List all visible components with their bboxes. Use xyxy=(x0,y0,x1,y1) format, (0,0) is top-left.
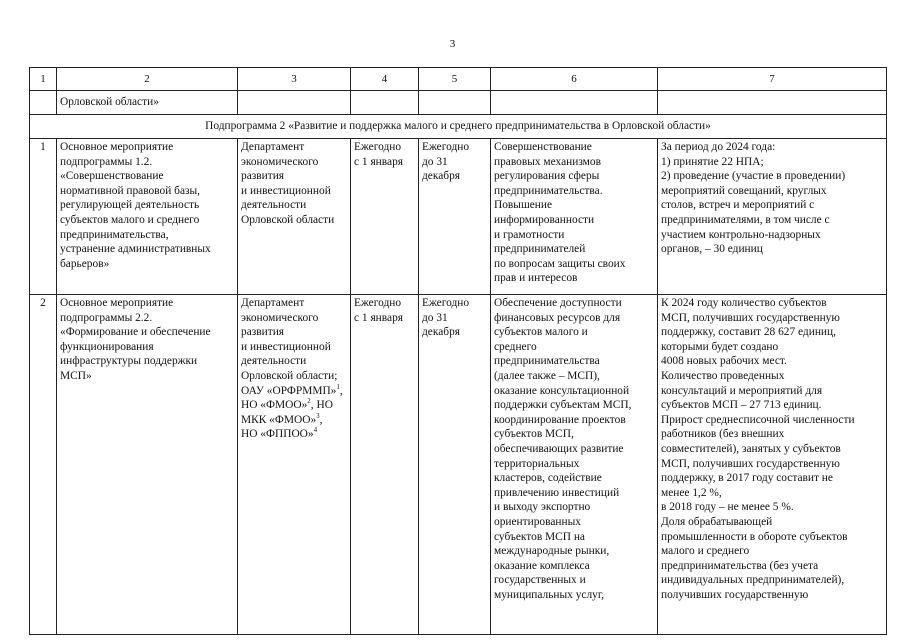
cell-start: Ежегодно с 1 января xyxy=(351,295,419,635)
header-row xyxy=(30,68,887,91)
cell-measure: Основное мероприятие подпрограммы 2.2. «Формирование и обеспечение функционирования инфраструктуры поддержки МСП» xyxy=(57,295,238,635)
continuation-text: Орловской области» xyxy=(57,91,238,115)
cell-start: Ежегодно с 1 января xyxy=(351,139,419,295)
subprogram-title: Подпрограмма 2 «Развитие и поддержка малого и среднего предпринимательства в Орловской области» xyxy=(30,115,887,139)
header-cell: 2 xyxy=(57,68,238,91)
org-line: НО «ФМОО»$^2$, НО xyxy=(241,397,333,412)
cell-executor: Департамент экономического развития и инвестиционной деятельности Орловской области xyxy=(238,139,351,295)
cell-measure: Основное мероприятие подпрограммы 1.2. «Совершенствование нормативной правовой базы, регулирующей деятельность субъектов малого и среднего предпринимательства, устранение административных барьеров» xyxy=(57,139,238,295)
page-number: 3 xyxy=(449,38,456,50)
header-cell: 7 xyxy=(658,68,887,91)
header-cell: 5 xyxy=(419,68,491,91)
cell-end: Ежегодно до 31 декабря xyxy=(419,139,491,295)
org-line: МКК «ФМОО»$^3$, xyxy=(241,411,323,426)
cell-result: Совершенствование правовых механизмов регулирования сферы предпринимательства. Повышение информированности и грамотности предпринимателей по вопросам защиты своих прав и интересов xyxy=(491,139,658,295)
cell-executor: Департамент экономического развития и инвестиционной деятельности Орловской области; ОАУ «ОРФРММП»$^1$, НО «ФМОО»$^2$, НО МКК «ФМОО»$^3$, НО «ФППОО»$^4$ xyxy=(238,295,351,635)
table-row xyxy=(30,139,887,295)
continuation-row xyxy=(30,91,887,115)
cell-end: Ежегодно до 31 декабря xyxy=(419,295,491,635)
row-number: 2 xyxy=(30,295,57,635)
subprogram-row xyxy=(30,115,887,139)
cell-indicators: К 2024 году количество субъектов МСП, получивших государственную поддержку, составит 28 627 единиц, которыми будет создано 4008 новых рабочих мест. Количество проведенных консультаций и мероприятий для субъектов МСП – 27 713 единиц. Прирост среднесписочной численности работников (без внешних совместителей), занятых у субъектов МСП, получивших государственную поддержку, в 2017 году составит не менее 1,2 %, в 2018 году – не менее 5 %. Доля обрабатывающей промышленности в обороте субъектов малого и среднего предпринимательства (без учета индивидуальных предпринимателей), получивших государственную xyxy=(658,295,887,635)
table-row xyxy=(30,295,887,635)
header-cell: 1 xyxy=(30,68,57,91)
org-line: ОАУ «ОРФРММП»$^1$, xyxy=(241,382,343,397)
cell-indicators: За период до 2024 года: 1) принятие 22 НПА; 2) проведение (участие в проведении) мероприятий совещаний, круглых столов, встреч и мероприятий с предпринимателями, в том числе с участием контрольно-надзорных органов, – 30 единиц xyxy=(658,139,887,295)
header-cell: 3 xyxy=(238,68,351,91)
cell-result: Обеспечение доступности финансовых ресурсов для субъектов малого и среднего предпринимательства (далее также – МСП), оказание консультационной поддержки субъектам МСП, координирование проектов субъектов МСП, обеспечивающих развитие территориальных кластеров, содействие привлечению инвестиций и выходу экспортно ориентированных субъектов МСП на международные рынки, оказание комплекса государственных и муниципальных услуг, xyxy=(491,295,658,635)
row-number: 1 xyxy=(30,139,57,295)
program-table xyxy=(29,67,887,635)
org-line: НО «ФППОО»$^4$ xyxy=(241,426,318,441)
header-cell: 6 xyxy=(491,68,658,91)
header-cell: 4 xyxy=(351,68,419,91)
